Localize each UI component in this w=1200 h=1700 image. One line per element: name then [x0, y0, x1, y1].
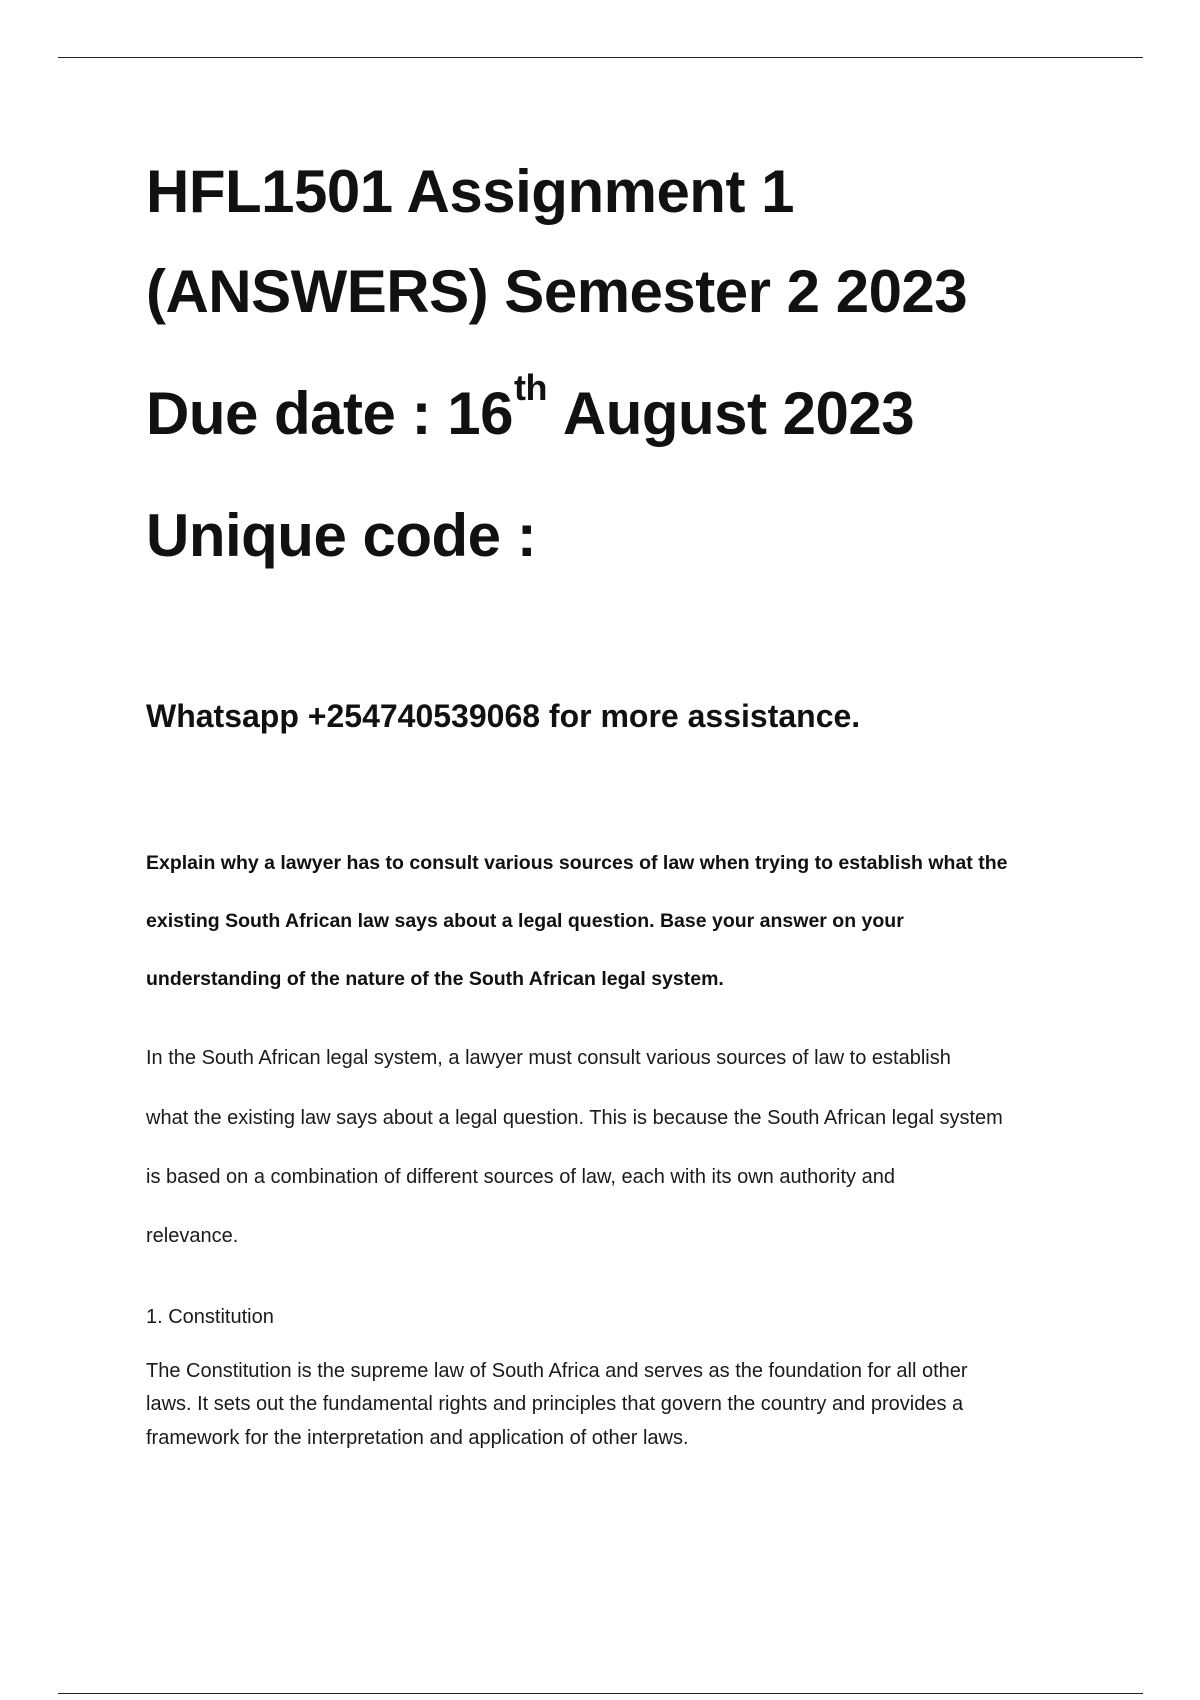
answer-line: is based on a combination of different sources of law, each with its own authority and: [146, 1166, 895, 1188]
constitution-paragraph-line: The Constitution is the supreme law of South Africa and serves as the foundation for all other: [146, 1360, 968, 1382]
due-date-suffix: August 2023: [548, 380, 915, 447]
question-line: understanding of the nature of the South African legal system.: [146, 968, 724, 990]
constitution-paragraph-line: framework for the interpretation and application of other laws.: [146, 1427, 689, 1449]
due-date-superscript: th: [513, 367, 547, 408]
answer-line: relevance.: [146, 1225, 239, 1247]
section-heading-constitution: 1. Constitution: [146, 1306, 274, 1328]
unique-code-label: Unique code :: [146, 502, 537, 569]
bottom-divider: [58, 1693, 1143, 1694]
due-date-line: [146, 367, 915, 447]
constitution-paragraph-line: laws. It sets out the fundamental rights and principles that govern the country and provides a: [146, 1393, 964, 1415]
whatsapp-contact-line: Whatsapp +254740539068 for more assistance.: [146, 698, 861, 734]
answer-line: In the South African legal system, a lawyer must consult various sources of law to establish: [146, 1047, 951, 1069]
top-divider: [58, 57, 1143, 58]
due-date-prefix: Due date : 16: [146, 380, 513, 447]
answer-line: what the existing law says about a legal question. This is because the South African legal system: [146, 1107, 1003, 1129]
question-line: existing South African law says about a legal question. Base your answer on your: [146, 910, 904, 932]
question-line: Explain why a lawyer has to consult various sources of law when trying to establish what the: [146, 852, 1008, 874]
document-title-line-2: (ANSWERS) Semester 2 2023: [146, 258, 968, 325]
document-title-line-1: HFL1501 Assignment 1: [146, 158, 794, 225]
